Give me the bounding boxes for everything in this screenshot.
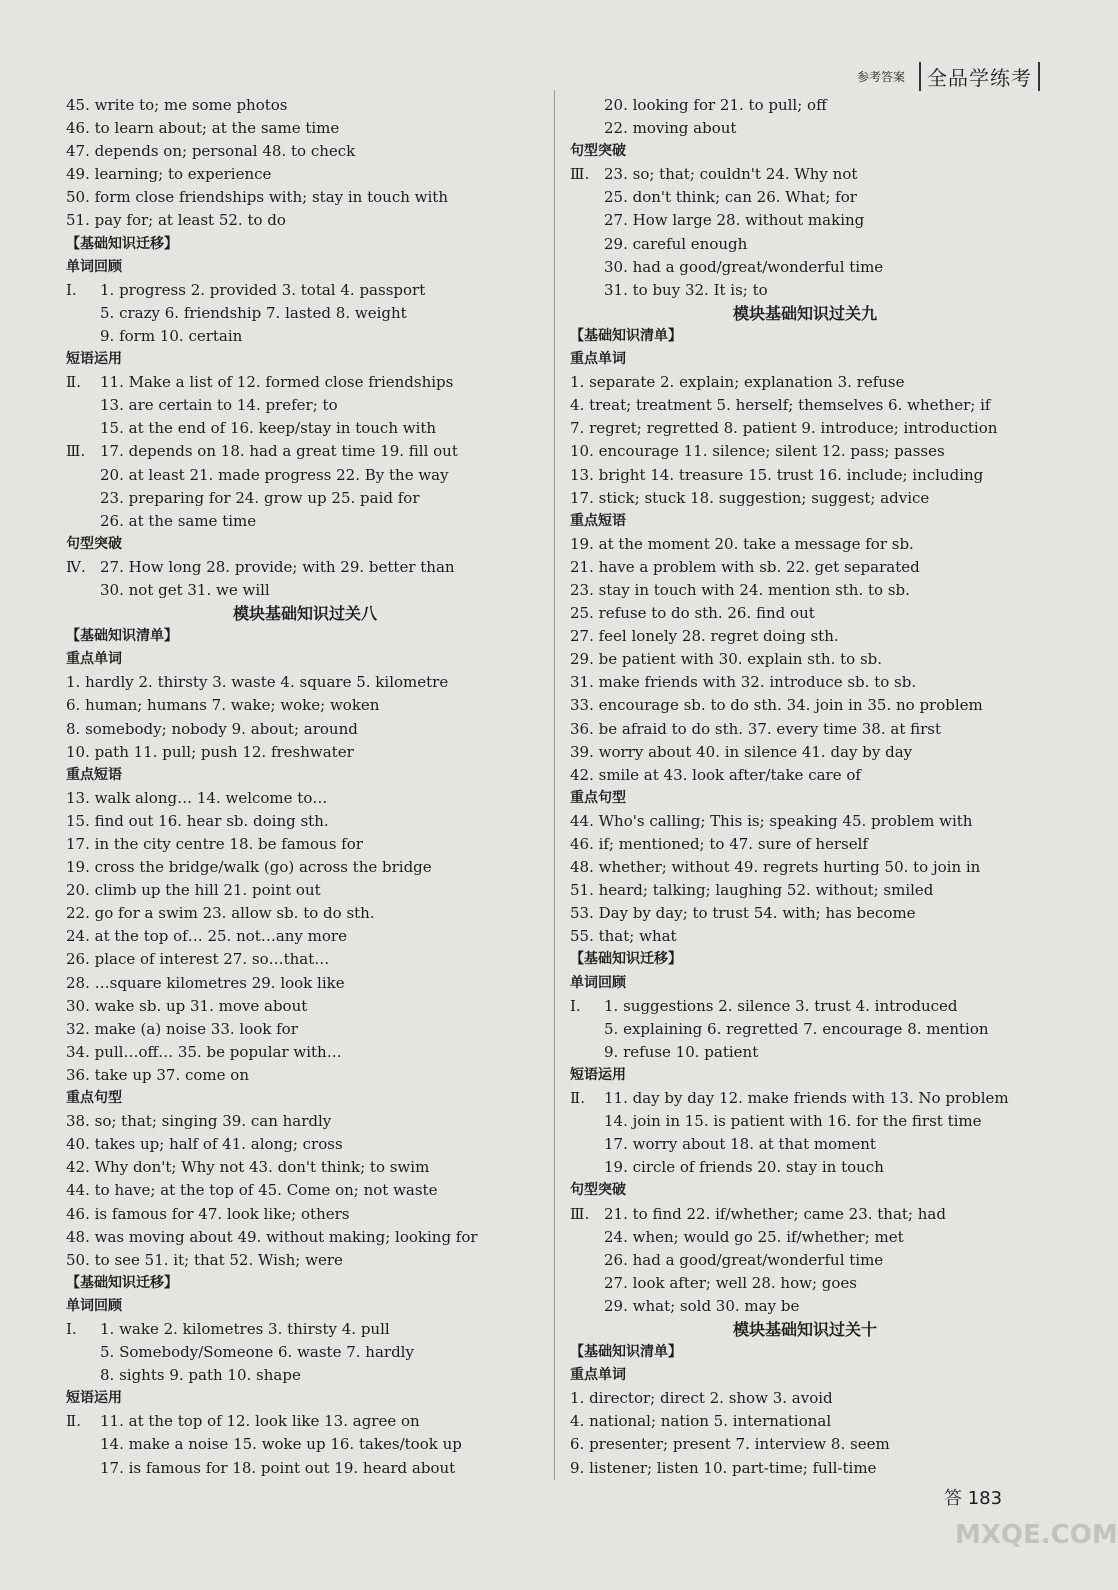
answer-text: 模块基础知识过关十 [732,1319,877,1339]
answer-text: 1. separate 2. explain; explanation 3. refuse [570,373,905,392]
answer-text: 1. director; direct 2. show 3. avoid [570,1389,833,1408]
answer-text: 50. form close friendships with; stay in touch with [66,188,448,207]
answer-line [570,1110,1040,1133]
answer-text: 17. in the city centre 18. be famous for [66,835,363,853]
section-title [570,1318,1040,1341]
answer-text: 9. listener; listen 10. part-time; full-time [570,1458,877,1477]
answer-text: 46. to learn about; at the same time [66,119,340,138]
answer-text: 15. find out 16. hear sb. doing sth. [66,811,329,830]
answer-line [66,163,544,186]
subheading [66,1087,544,1110]
answer-line [570,1203,1040,1226]
answer-text: 30. wake sb. up 31. move about [66,996,308,1015]
answer-text: 27. feel lonely 28. regret doing sth. [570,627,839,646]
answer-line [66,810,544,833]
answer-line [570,579,1040,602]
answer-line [570,440,1040,463]
section-bracket-heading [570,1341,1040,1364]
answer-text: 句型突破 [66,535,122,552]
answer-line [570,1133,1040,1156]
subheading [570,1179,1040,1202]
answer-text: 19. at the moment 20. take a message for sb. [570,534,914,553]
answer-line [66,1226,544,1249]
answer-line [570,879,1040,902]
answer-line [66,1064,544,1087]
answer-line [66,833,544,856]
answer-text: 短语运用 [570,1066,626,1083]
answer-text: 5. crazy 6. friendship 7. lasted 8. weight [100,303,407,322]
answer-text: 22. go for a swim 23. allow sb. to do sth. [66,904,375,923]
answer-line [66,464,544,487]
answer-text: 重点短语 [66,766,122,783]
answer-text: 17. stick; stuck 18. suggestion; suggest; advice [570,488,930,507]
answer-text: 42. smile at 43. look after/take care of [570,765,861,784]
answer-line [66,302,544,325]
answer-line [570,1156,1040,1179]
answer-text: 10. encourage 11. silence; silent 12. pass; passes [570,442,945,461]
answer-text: 30. had a good/great/wonderful time [604,257,884,276]
answer-line [66,972,544,995]
answer-text: 13. bright 14. treasure 15. trust 16. include; including [570,465,984,484]
answer-text: 46. is famous for 47. look like; others [66,1204,350,1223]
answer-text: 33. encourage sb. to do sth. 34. join in 35. no problem [570,696,983,715]
answer-text: 20. looking for 21. to pull; off [604,96,827,114]
answer-line [66,1133,544,1156]
answer-text: 句型突破 [570,143,626,160]
roman-numeral: Ⅲ. [66,442,86,461]
answer-line [570,741,1040,764]
roman-numeral: Ⅰ. [66,280,77,299]
answer-text: 31. to buy 32. It is; to [604,280,768,299]
answer-line [570,1410,1040,1433]
answer-text: 53. Day by day; to trust 54. with; has become [570,904,916,923]
answer-line [570,233,1040,256]
answer-text: 29. what; sold 30. may be [604,1296,800,1315]
subheading [66,764,544,787]
answer-text: 40. takes up; half of 41. along; cross [66,1135,343,1154]
subheading [66,648,544,671]
answer-text: 23. so; that; couldn't 24. Why not [604,165,858,184]
answer-text: 27. look after; well 28. how; goes [604,1273,857,1292]
answer-line [66,718,544,741]
roman-numeral: Ⅲ. [570,165,590,184]
answer-line [66,925,544,948]
answer-text: 31. make friends with 32. introduce sb. to sb. [570,673,917,692]
answer-text: 6. presenter; present 7. interview 8. seem [570,1435,890,1454]
answer-line [570,1087,1040,1110]
answer-text: 单词回顾 [66,1297,122,1314]
answer-text: 29. be patient with 30. explain sth. to sb. [570,650,883,669]
answer-text: 1. wake 2. kilometres 3. thirsty 4. pull [100,1319,390,1338]
answer-text: 【基础知识清单】 [570,1344,682,1361]
answer-line [66,1341,544,1364]
answer-text: 13. are certain to 14. prefer; to [100,396,338,415]
answer-line [570,394,1040,417]
answer-text: 17. is famous for 18. point out 19. heard about [100,1458,456,1477]
subheading [66,1295,544,1318]
answer-text: 11. day by day 12. make friends with 13. No problem [604,1089,1009,1108]
section-bracket-heading [66,1272,544,1295]
answer-text: 34. pull…off… 35. be popular with… [66,1042,342,1061]
answer-text: 单词回顾 [570,974,626,991]
answer-text: 28. …square kilometres 29. look like [66,973,345,992]
answer-text: 32. make (a) noise 33. look for [66,1019,298,1038]
answer-text: 22. moving about [604,119,737,138]
answer-line [570,1457,1040,1480]
roman-numeral: Ⅰ. [66,1319,77,1338]
answer-text: 1. progress 2. provided 3. total 4. passport [100,280,426,299]
answer-text: 25. don't think; can 26. What; for [604,188,857,207]
answer-text: 45. write to; me some photos [66,96,288,114]
subheading [570,1364,1040,1387]
answer-text: 19. circle of friends 20. stay in touch [604,1158,884,1177]
answer-text: 11. Make a list of 12. formed close friendships [100,373,454,392]
answer-line [570,764,1040,787]
answer-line [570,1018,1040,1041]
answer-line [66,856,544,879]
answer-text: 51. pay for; at least 52. to do [66,211,286,230]
answer-line [66,117,544,140]
answer-text: 模块基础知识过关八 [232,604,377,624]
answer-text: 13. walk along… 14. welcome to… [66,788,328,807]
column-divider [554,90,555,1480]
answer-line [570,256,1040,279]
answer-text: 20. climb up the hill 21. point out [66,881,321,900]
answer-line [66,1110,544,1133]
answer-text: 【基础知识迁移】 [570,951,682,968]
answer-text: 26. at the same time [100,511,257,530]
answer-text: 5. Somebody/Someone 6. waste 7. hardly [100,1343,414,1362]
answer-line [66,694,544,717]
answer-line [570,856,1040,879]
answer-line [570,209,1040,232]
answer-text: 48. whether; without 49. regrets hurting 50. to join in [570,858,981,877]
answer-text: 20. at least 21. made progress 22. By the way [100,465,449,484]
answer-text: 24. at the top of… 25. not…any more [66,927,347,946]
answer-text: 47. depends on; personal 48. to check [66,142,356,161]
answer-line [66,556,544,579]
answer-line [66,440,544,463]
answer-line [66,741,544,764]
answer-text: 重点句型 [570,789,626,806]
answer-text: 4. treat; treatment 5. herself; themselves 6. whether; if [570,396,991,415]
answer-line [570,671,1040,694]
answer-line [66,1457,544,1480]
answer-line [570,94,1040,117]
answer-line [570,371,1040,394]
answer-text: 重点单词 [570,1367,626,1384]
answer-text: 39. worry about 40. in silence 41. day by day [570,742,913,761]
answer-line [66,417,544,440]
answer-text: 42. Why don't; Why not 43. don't think; to swim [66,1158,430,1177]
answer-line [66,279,544,302]
answer-text: 38. so; that; singing 39. can hardly [66,1112,332,1131]
subheading [570,348,1040,371]
answer-line [570,902,1040,925]
answer-line [66,787,544,810]
answer-line [66,487,544,510]
answer-line [66,1018,544,1041]
answer-text: 重点单词 [66,651,122,668]
site-watermark: MXQE.COM [955,1520,1118,1550]
answer-line [66,879,544,902]
answer-line [66,94,544,117]
left-column [66,94,544,1480]
answer-line [66,1318,544,1341]
answer-text: 27. How large 28. without making [604,211,865,230]
answer-line [570,1272,1040,1295]
answer-line [570,718,1040,741]
subheading [570,972,1040,995]
answer-text: 29. careful enough [604,234,748,253]
subheading [66,256,544,279]
answer-line [66,140,544,163]
answer-text: 短语运用 [66,1390,122,1407]
section-bracket-heading [66,625,544,648]
answer-line [570,1226,1040,1249]
answer-line [66,1433,544,1456]
answer-text: 7. regret; regretted 8. patient 9. introduce; introduction [570,419,998,438]
answer-text: 17. depends on 18. had a great time 19. fill out [100,442,458,461]
answer-line [66,325,544,348]
answer-line [570,833,1040,856]
answer-text: 重点单词 [570,351,626,368]
answer-text: 27. How long 28. provide; with 29. better than [100,557,455,576]
roman-numeral: Ⅰ. [570,996,581,1015]
answer-text: 19. cross the bridge/walk (go) across the bridge [66,858,432,877]
answer-line [570,995,1040,1018]
roman-numeral: Ⅱ. [570,1089,585,1108]
answer-line [570,648,1040,671]
answer-line [570,279,1040,302]
roman-numeral: Ⅱ. [66,1412,81,1431]
subheading [66,348,544,371]
answer-line [570,117,1040,140]
answer-line [66,1203,544,1226]
answer-line [570,487,1040,510]
answer-text: 24. when; would go 25. if/whether; met [604,1227,904,1246]
answer-text: 重点短语 [570,512,626,529]
answer-text: 21. have a problem with sb. 22. get separated [570,557,920,576]
right-column [570,94,1040,1480]
answer-text: 25. refuse to do sth. 26. find out [570,604,815,623]
answer-line [66,902,544,925]
answer-line [570,417,1040,440]
answer-text: 【基础知识清单】 [66,628,178,645]
answer-text: 【基础知识迁移】 [66,1274,178,1291]
answer-text: 1. suggestions 2. silence 3. trust 4. introduced [604,996,958,1015]
page-number: 答 183 [944,1488,1003,1509]
answer-text: 26. place of interest 27. so…that… [66,950,330,969]
answer-text: 17. worry about 18. at that moment [604,1135,876,1154]
answer-line [66,1364,544,1387]
answer-line [570,810,1040,833]
answer-text: 44. to have; at the top of 45. Come on; not waste [66,1181,438,1200]
answer-line [570,163,1040,186]
answer-text: 重点句型 [66,1090,122,1107]
answer-line [66,371,544,394]
answer-text: 1. hardly 2. thirsty 3. waste 4. square 5. kilometre [66,673,449,692]
answer-text: 14. make a noise 15. woke up 16. takes/took up [100,1435,462,1454]
roman-numeral: Ⅲ. [570,1204,590,1223]
answer-text: 模块基础知识过关九 [732,303,877,323]
answer-text: 6. human; humans 7. wake; woke; woken [66,696,380,715]
answer-line [66,1410,544,1433]
answer-line [66,579,544,602]
answer-line [66,995,544,1018]
subheading [66,1387,544,1410]
answer-line [66,209,544,232]
answer-line [66,671,544,694]
subheading [570,787,1040,810]
subheading [570,140,1040,163]
section-title [570,302,1040,325]
roman-numeral: Ⅳ. [66,557,86,576]
answer-text: 单词回顾 [66,258,122,275]
answer-line [570,1041,1040,1064]
answer-text: 15. at the end of 16. keep/stay in touch with [100,419,437,438]
answer-text: 【基础知识迁移】 [66,235,178,252]
answer-line [570,602,1040,625]
answer-line [570,1249,1040,1272]
answer-text: 48. was moving about 49. without making; looking for [66,1227,478,1246]
answer-text: 50. to see 51. it; that 52. Wish; were [66,1250,343,1269]
subheading [570,510,1040,533]
answer-line [66,1156,544,1179]
answer-text: 【基础知识清单】 [570,327,682,344]
answer-text: 4. national; nation 5. international [570,1412,832,1431]
answer-line [66,1041,544,1064]
answer-line [570,925,1040,948]
header-label: 参考答案 [856,70,905,84]
answer-text: 10. path 11. pull; push 12. freshwater [66,742,354,761]
answer-text: 55. that; what [570,927,677,946]
answer-line [66,510,544,533]
answer-text: 46. if; mentioned; to 47. sure of herself [570,835,868,853]
answer-line [570,556,1040,579]
section-bracket-heading [66,233,544,256]
answer-text: 5. explaining 6. regretted 7. encourage 8. mention [604,1019,989,1038]
answer-text: 8. sights 9. path 10. shape [100,1366,301,1385]
answer-text: 11. at the top of 12. look like 13. agree on [100,1412,420,1431]
answer-text: 44. Who's calling; This is; speaking 45. problem with [570,811,973,830]
subheading [66,533,544,556]
roman-numeral: Ⅱ. [66,373,81,392]
answer-line [570,1433,1040,1456]
header-brand: 全品学练考 [919,62,1040,91]
answer-text: 36. take up 37. come on [66,1065,249,1084]
page-header [857,62,1040,91]
answer-line [570,533,1040,556]
answer-line [570,694,1040,717]
answer-text: 8. somebody; nobody 9. about; around [66,719,358,738]
answer-line [66,186,544,209]
answer-line [570,1387,1040,1410]
answer-text: 30. not get 31. we will [100,580,270,599]
answer-line [570,464,1040,487]
answer-text: 51. heard; talking; laughing 52. without; smiled [570,881,934,900]
answer-text: 26. had a good/great/wonderful time [604,1250,884,1269]
answer-line [66,948,544,971]
answer-text: 23. preparing for 24. grow up 25. paid for [100,488,420,507]
answer-line [66,394,544,417]
section-bracket-heading [570,325,1040,348]
answer-line [570,186,1040,209]
answer-line [570,625,1040,648]
answer-text: 9. form 10. certain [100,326,243,345]
answer-text: 句型突破 [570,1182,626,1199]
section-bracket-heading [570,948,1040,971]
subheading [570,1064,1040,1087]
answer-text: 14. join in 15. is patient with 16. for the first time [604,1112,982,1131]
answer-text: 23. stay in touch with 24. mention sth. to sb. [570,580,910,599]
answer-line [66,1179,544,1202]
answer-text: 21. to find 22. if/whether; came 23. that; had [604,1204,946,1223]
answer-line [66,1249,544,1272]
answer-text: 9. refuse 10. patient [604,1042,759,1061]
answer-text: 49. learning; to experience [66,165,272,184]
answer-line [570,1295,1040,1318]
section-title [66,602,544,625]
answer-text: 36. be afraid to do sth. 37. every time 38. at first [570,719,942,738]
answer-text: 短语运用 [66,351,122,368]
